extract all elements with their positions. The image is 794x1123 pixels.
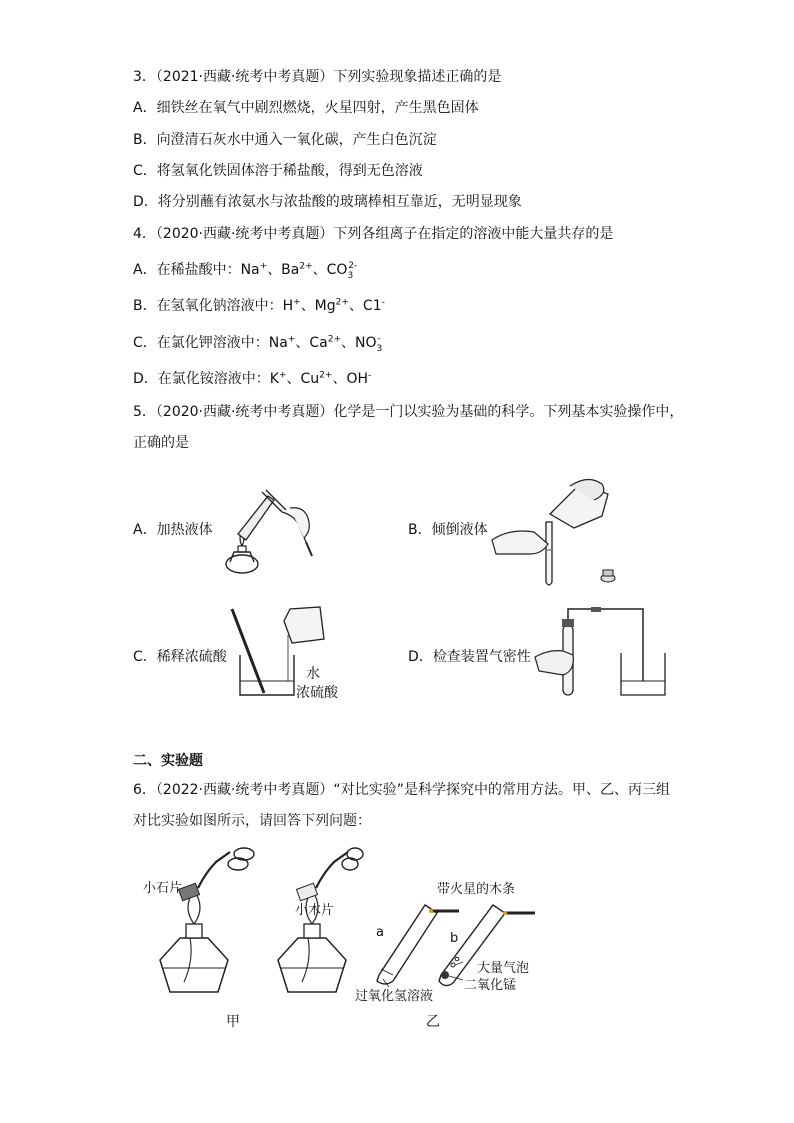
q5-stem-line1: 5．（2020·西藏·统考中考真题）化学是一门以实验为基础的科学。下列基本实验操作中， bbox=[133, 404, 684, 420]
q4-option-d: D．在氯化铵溶液中：K+、$Cu^{2+}$、OH- bbox=[133, 370, 372, 387]
caption-yi: 乙 bbox=[426, 1014, 440, 1030]
q5-stem-line2: 正确的是 bbox=[133, 435, 189, 451]
q6-stem-line2: 对比实验如图所示，请回答下列问题： bbox=[133, 813, 371, 829]
water-label: 水 bbox=[306, 666, 320, 682]
q5-option-a: A．加热液体 bbox=[133, 522, 213, 538]
q3-stem: 3．（2021·西藏·统考中考真题）下列实验现象描述正确的是 bbox=[133, 69, 502, 85]
q5-option-c: C．稀释浓硫酸 bbox=[133, 649, 227, 665]
bubbles-label: 大量气泡 bbox=[477, 961, 530, 976]
q4-option-c: C．在氯化钾溶液中：Na+、$Ca^{2+}$、$NO_3^-$ bbox=[133, 334, 383, 354]
jia-burning-figure bbox=[150, 842, 365, 1002]
pouring-liquid-figure bbox=[490, 470, 630, 592]
heating-liquid-figure bbox=[212, 482, 322, 582]
q6-stem-line1: 6．（2022·西藏·统考中考真题）“对比实验”是科学探究中的常用方法。甲、乙、丙三组 bbox=[133, 782, 670, 798]
airtightness-figure bbox=[535, 605, 665, 697]
q4-stem: 4．（2020·西藏·统考中考真题）下列各组离子在指定的溶液中能大量共存的是 bbox=[133, 226, 614, 242]
stone-chip-label: 小石片 bbox=[143, 881, 183, 896]
mno2-label: 二氧化锰 bbox=[464, 978, 517, 993]
section-heading: 二、实验题 bbox=[133, 753, 203, 769]
q5-option-b: B．倾倒液体 bbox=[408, 522, 488, 538]
wood-chip-label: 小木片 bbox=[295, 903, 335, 918]
q3-option-a: A．细铁丝在氧气中剧烈燃烧，火星四射，产生黑色固体 bbox=[133, 100, 479, 116]
tube-a-label: a bbox=[376, 925, 384, 940]
q3-option-c: C．将氢氧化铁固体溶于稀盐酸，得到无色溶液 bbox=[133, 163, 423, 179]
tube-b-label: b bbox=[450, 931, 459, 946]
conc-sulfuric-acid-label: 浓硫酸 bbox=[296, 685, 338, 701]
q4-option-b: B．在氢氧化钠溶液中：H+、$Mg^{2+}$、C1- bbox=[133, 297, 385, 314]
q4-option-a: A．在稀盐酸中：Na+、$Ba^{2+}$、$CO_3^{2-}$ bbox=[133, 261, 358, 281]
q3-option-b: B．向澄清石灰水中通入一氧化碳，产生白色沉淀 bbox=[133, 132, 437, 148]
glowing-splint-label: 带火星的木条 bbox=[437, 882, 516, 897]
q5-option-d: D．检查装置气密性 bbox=[408, 649, 531, 665]
caption-jia: 甲 bbox=[226, 1014, 240, 1030]
h2o2-solution-label: 过氧化氢溶液 bbox=[355, 989, 434, 1004]
q3-option-d: D．将分别蘸有浓氨水与浓盐酸的玻璃棒相互靠近，无明显现象 bbox=[133, 194, 522, 210]
